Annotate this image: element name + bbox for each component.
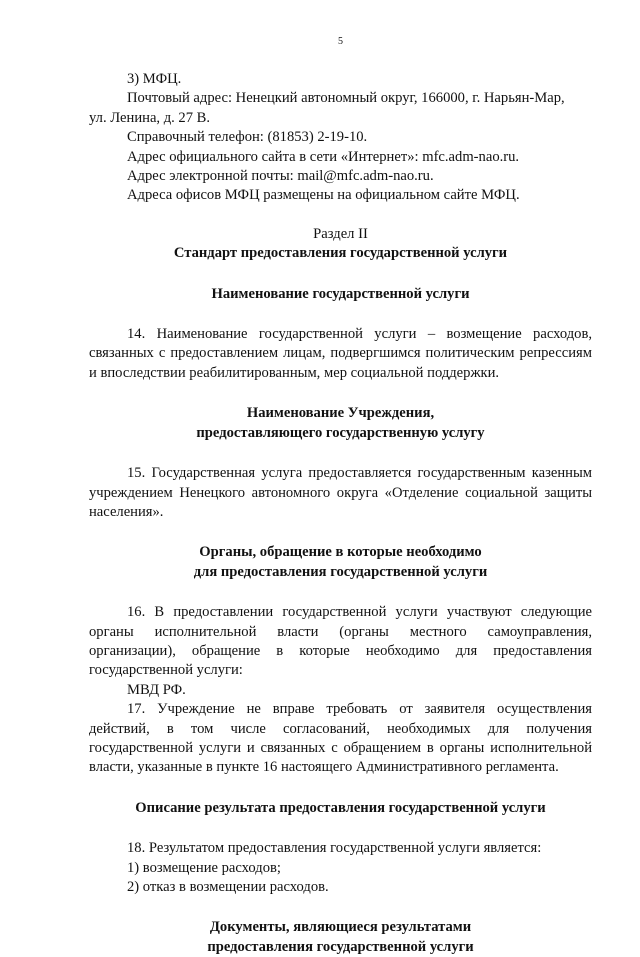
section-title: Стандарт предоставления государственной услуги — [173, 245, 508, 262]
paragraph-16: 16. В предоставлении государственной услуги участвуют следующие органы исполнительной власти (органы местного самоуправления, организации), обращение в которые необходимо для предоставления государственной услуги: — [89, 604, 592, 679]
heading-authorities-line2: для предоставления государственной услуги — [193, 563, 488, 580]
page-number: 5 — [338, 36, 343, 47]
mfc-title: 3) МФЦ. — [127, 71, 182, 87]
heading-result: Описание результата предоставления государственной услуги — [135, 799, 546, 816]
mfc-offices: Адреса офисов МФЦ размещены на официальном сайте МФЦ. — [127, 187, 520, 204]
mfc-email: Адрес электронной почты: mail@mfc.adm-nao.ru. — [127, 168, 434, 185]
heading-authorities-line1: Органы, обращение в которые необходимо — [199, 544, 482, 561]
paragraph-15: 15. Государственная услуга предоставляется государственным казенным учреждением Ненецкого автономного округа «Отделение социальной защиты населения». — [89, 465, 592, 520]
mfc-postal-address: Почтовый адрес: Ненецкий автономный округ, 166000, г. Нарьян-Мар, — [127, 90, 565, 107]
section-label: Раздел II — [313, 225, 368, 242]
paragraph-14: 14. Наименование государственной услуги – возмещение расходов, связанных с предоставлением лицам, подвергшимся политическим репрессиям и впоследствии реабилитированным, мер социальной поддержки. — [89, 326, 592, 381]
mfc-postal-address-cont: ул. Ленина, д. 27 В. — [89, 109, 211, 126]
heading-institution-line1: Наименование Учреждения, — [246, 405, 435, 422]
mfc-phone: Справочный телефон: (81853) 2-19-10. — [127, 129, 368, 146]
heading-institution-line2: предоставляющего государственную услугу — [196, 424, 485, 441]
heading-service-name: Наименование государственной услуги — [211, 285, 470, 302]
paragraph-17: 17. Учреждение не вправе требовать от заявителя осуществления действий, в том числе согласований, необходимых для получения государственной услуги и связанных с обращением в органы исполнительной власти, указанные в пункте 16 настоящего Административного регламента. — [89, 701, 592, 776]
mfc-website: Адрес официального сайта в сети «Интернет»: mfc.adm-nao.ru. — [127, 148, 520, 165]
heading-documents-line2: предоставления государственной услуги — [207, 938, 474, 955]
paragraph-18: 18. Результатом предоставления государственной услуги является: — [127, 840, 542, 857]
heading-documents-line1: Документы, являющиеся результатами — [209, 919, 472, 936]
list-item-1: 1) возмещение расходов; — [127, 859, 281, 876]
list-item-2: 2) отказ в возмещении расходов. — [127, 879, 329, 895]
paragraph-mvd: МВД РФ. — [127, 681, 186, 698]
